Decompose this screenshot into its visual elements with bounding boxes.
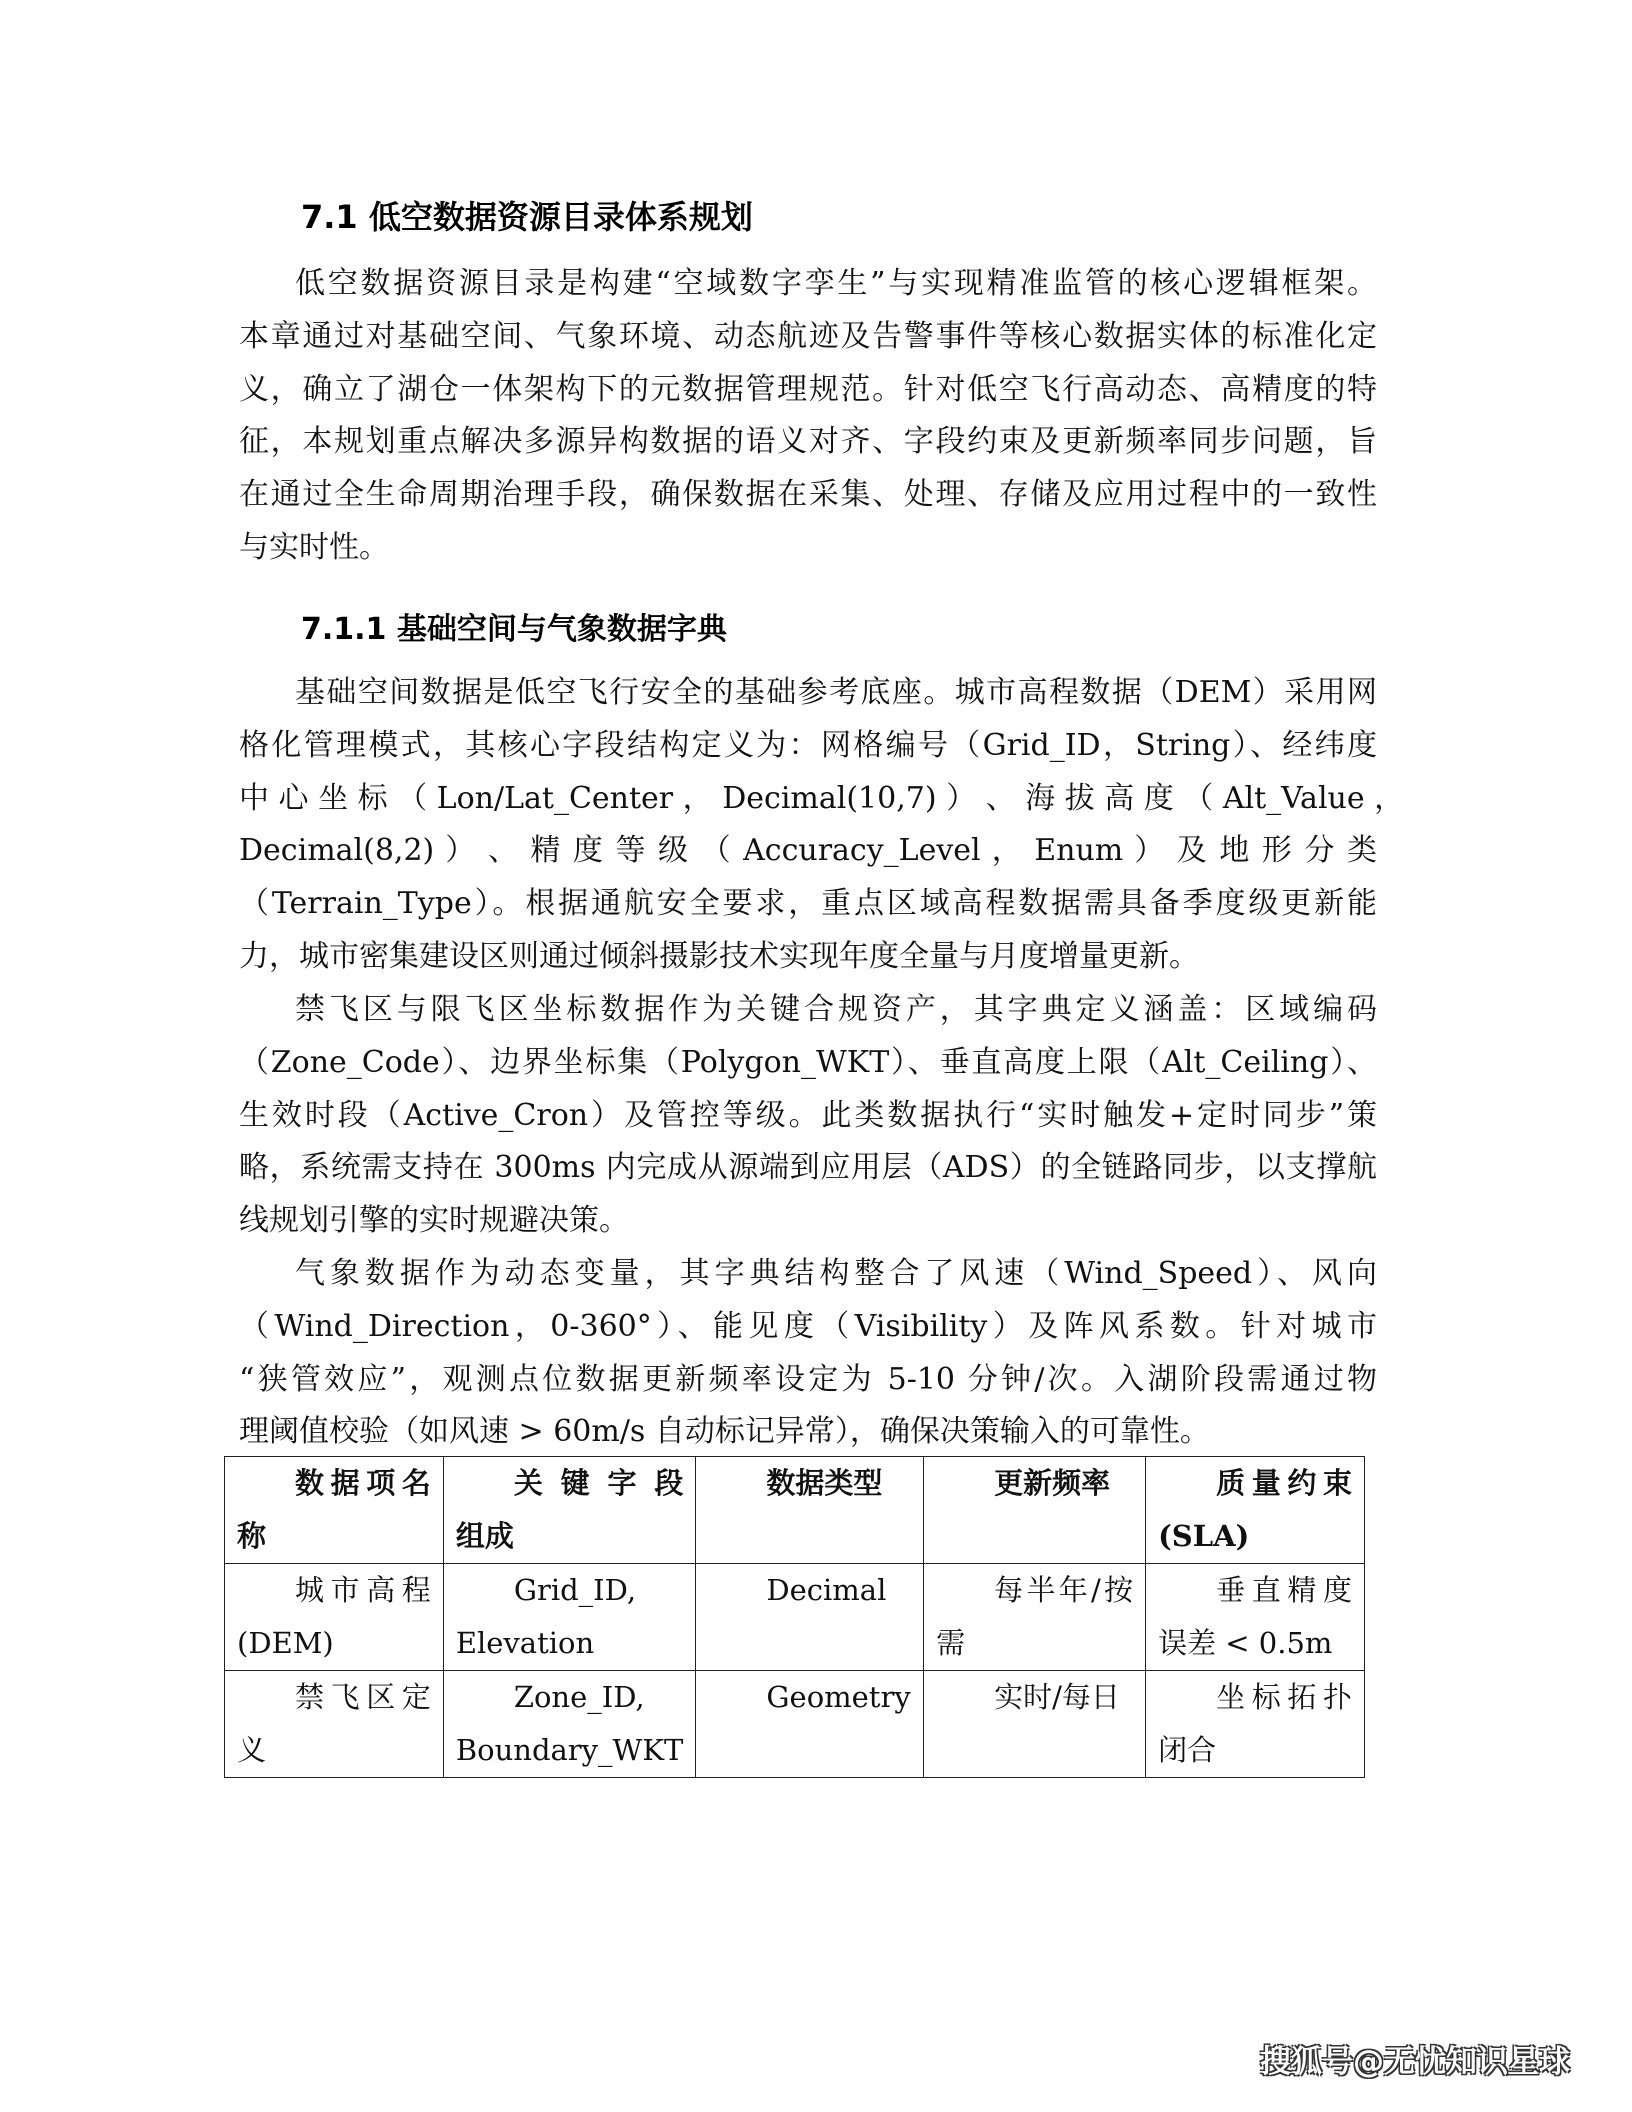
cell-text-line: (DEM) [237,1626,334,1660]
dem-paragraph [239,667,1405,984]
text-line: 略，系统需支持在 300ms 内完成从源端到应用层（ADS）的全链路同步，以支撑航 [239,1150,1377,1186]
no-fly-zone-paragraph [239,984,1377,1248]
cell-text-line: 每半年/按 [994,1573,1134,1607]
cell-text-line: (SLA) [1158,1519,1250,1553]
table-cell [924,1564,1146,1671]
cell-text-line: Elevation [455,1626,595,1660]
table-cell [225,1671,444,1778]
text-line: “狭管效应”，观测点位数据更新频率设定为 5-10 分钟/次。入湖阶段需通过物 [239,1361,1377,1397]
cell-text-line: Boundary_WKT [455,1733,684,1767]
table-cell [924,1671,1146,1778]
text-line: 基础空间数据是低空飞行安全的基础参考底座。城市高程数据（DEM）采用网 [295,675,1377,710]
cell-text-line: Decimal [766,1573,887,1607]
text-line: 征，本规划重点解决多源异构数据的语义对齐、字段约束及更新频率同步问题，旨 [239,424,1377,460]
table-cell [225,1457,444,1564]
watermark: 搜狐号@无忧知识星球 [1260,2044,1570,2080]
table-header-row [225,1457,1365,1564]
text-line: 力，城市密集建设区则通过倾斜摄影技术实现年度全量与月度增量更新。 [239,938,1199,974]
table-cell [696,1671,924,1778]
cell-text-line: Grid_ID, [513,1573,637,1607]
text-line: （Zone_Code）、边界坐标集（Polygon_WKT）、垂直高度上限（Alt_Ceiling）、 [239,1044,1377,1080]
text-line: 格化管理模式，其核心字段结构定义为：网格编号（Grid_ID，String）、经纬度 [239,727,1377,763]
text-line: 线规划引擎的实时规避决策。 [239,1203,629,1239]
text-line: 本章通过对基础空间、气象环境、动态航迹及告警事件等核心数据实体的标准化定 [239,318,1377,354]
cell-text-line: 称 [237,1519,267,1553]
text-line: 低空数据资源目录是构建“空域数字孪生”与实现精准监管的核心逻辑框架。 [295,266,1377,301]
text-line: （Terrain_Type）。根据通航安全要求，重点区域高程数据需具备季度级更新能 [239,886,1377,922]
table-cell [924,1457,1146,1564]
text-line: 理阈值校验（如风速 > 60m/s 自动标记异常），确保决策输入的可靠性。 [239,1414,1210,1450]
cell-text-line: 禁飞区定 [295,1680,431,1714]
cell-text-line: 实时/每日 [994,1680,1120,1714]
text-line: 在通过全生命周期治理手段，确保数据在采集、处理、存储及应用过程中的一致性 [239,477,1377,513]
text-line: 气象数据作为动态变量，其字典结构整合了风速（Wind_Speed）、风向 [295,1256,1377,1291]
cell-text-line: 数据类型 [766,1466,883,1500]
cell-text-line: 关键字段 [513,1466,684,1500]
table-cell [1146,1457,1365,1564]
text-line: 与实时性。 [239,529,389,565]
text-line: 义，确立了湖仓一体架构下的元数据管理规范。针对低空飞行高动态、高精度的特 [239,371,1377,407]
table-cell [1146,1564,1365,1671]
table-cell [443,1457,696,1564]
cell-text-line: Zone_ID, [513,1680,645,1714]
table-cell [696,1457,924,1564]
cell-text-line: 需 [936,1626,966,1660]
cell-text-line: 义 [237,1733,267,1767]
table-cell [443,1564,696,1671]
subsection-heading-7-1-1: 7.1.1 基础空间与气象数据字典 [301,612,727,647]
table-row [225,1564,1365,1671]
cell-text-line: Geometry [766,1680,911,1714]
cell-text-line: 城市高程 [295,1573,431,1607]
cell-text-line: 组成 [455,1519,514,1553]
cell-text-line: 误差 < 0.5m [1158,1626,1333,1660]
table-cell [225,1564,444,1671]
intro-paragraph [239,258,1377,575]
cell-text-line: 质量约束 [1216,1466,1352,1500]
cell-text-line: 数据项名 [295,1466,431,1500]
text-line: 生效时段（Active_Cron）及管控等级。此类数据执行“实时触发+定时同步”策 [239,1097,1377,1133]
text-line: 禁飞区与限飞区坐标数据作为关键合规资产，其字典定义涵盖：区域编码 [295,992,1377,1027]
table-cell [1146,1671,1365,1778]
text-line: 中 心 坐 标 （ Lon/Lat_Center ， Decimal(10,7) ） 、 海 拔 高 度 （ Alt_Value ， [239,780,1405,816]
cell-text-line: 坐标拓扑 [1216,1680,1352,1714]
cell-text-line: 垂直精度 [1216,1573,1352,1607]
table-cell [696,1564,924,1671]
data-dictionary-table [224,1456,1365,1778]
text-line: Decimal(8,2) ） 、 精 度 等 级 （ Accuracy_Level ， Enum ） 及 地 形 分 类 [239,833,1377,869]
text-line: （Wind_Direction，0-360°）、能见度（Visibility）及阵风系数。针对城市 [239,1308,1377,1344]
cell-text-line: 更新频率 [994,1466,1111,1500]
table-cell [443,1671,696,1778]
section-heading-7-1: 7.1 低空数据资源目录体系规划 [301,198,753,236]
weather-paragraph [239,1248,1377,1459]
cell-text-line: 闭合 [1158,1733,1217,1767]
table-row [225,1671,1365,1778]
